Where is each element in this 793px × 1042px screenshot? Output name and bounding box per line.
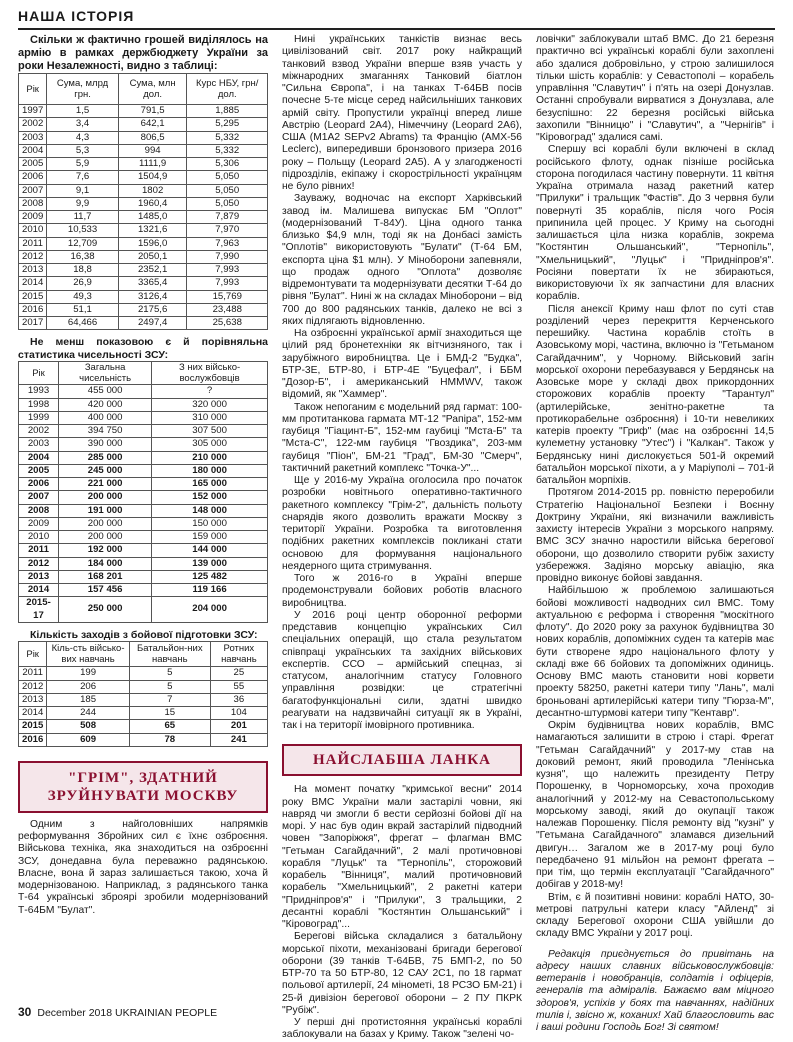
table-header-cell: Сума, млн дол. [118,74,187,105]
section-box-grim [18,761,268,813]
table-cell: 180 000 [152,464,268,477]
table-header-cell: З них військо-вослужбовців [152,362,268,385]
table-row [19,250,268,263]
table-row [19,197,268,210]
table-cell: 5,295 [187,118,268,131]
table-cell: 184 000 [59,557,152,570]
table-cell: 455 000 [59,385,152,398]
table-cell: 2013 [19,570,59,583]
table-row [19,451,268,464]
table-cell: 5,9 [47,158,118,171]
table-cell: 1999 [19,411,59,424]
paragraph: Також непоганим є модельний ряд гармат: 100-мм протитанкова гармата МТ-12 "Рапіра", 152-мм гаубиця "Гіацинт-Б", 152-мм гаубиці "Мста-Б" та "Мста-С", 122-мм гаубиця "Гвоздика", 203-мм гаубиця "Піон", БМ-21 "Град", БМ-30 "Смерч", тактичний ракетний комплекс "Точка-У"... [282,401,522,474]
table-cell: 420 000 [59,398,152,411]
table-row [19,277,268,290]
table-row [19,425,268,438]
table-cell: 307 500 [152,425,268,438]
table-header-cell: Кіль-сть військо-вих навчань [47,642,129,667]
table-cell: 310 000 [152,411,268,424]
table-cell: 2011 [19,544,59,557]
table-cell: 16,38 [47,250,118,263]
table-row [19,224,268,237]
table-cell: 2012 [19,557,59,570]
paragraph: У 2016 році центр оборонної реформи представив концепцію українських Сил спеціальних операцій, що стала результатом співпраці українських та західних військових експертів. ССО – армійський спецназ, зі статусом, аналогічним статусу Головного управління розвідки: це стратегічні багатофункціональні сили, здатні швидко реагувати на надзвичайні ситуації як в Україні, так і на території імовірного противника. [282,609,522,731]
table-cell: 2005 [19,158,47,171]
table-row [19,504,268,517]
table-cell: 78 [129,733,210,746]
table-cell: 15,769 [187,290,268,303]
table-cell: 5 [129,667,210,680]
table-cell: 2007 [19,491,59,504]
table-cell: 2015 [19,720,47,733]
table-cell: 9,1 [47,184,118,197]
table-cell: 5,306 [187,158,268,171]
table-cell: 36 [210,693,267,706]
table-row [19,478,268,491]
table-row [19,303,268,316]
paragraph: Окрім будівництва нових кораблів, ВМС намагаються залишити в строю і старі. Фрегат "Гетьман Сагайдачний" у 2017-му став на доковий ремонт, який проводила "Ленінська кузня", що належить президенту Петру Порошенку, в Чорноморську, хоча проходив аналогічний у 2012-му на Севастопольському морському заводі, який до окупації також належав Порошенку. Після ремонту від "кузні" у "Гетьмана Сагайдачного" зламався дизельний двигун… Загалом же в 2017-му році було передбачено 91 мільйон на ремонт фрегата – при тім, що термін експлуатації "Сагайдачного" добігав у 2018-му! [536,720,774,891]
table-cell: 994 [118,144,187,157]
table-row [19,237,268,250]
paragraph: Нині українських танкістів визнає весь цивілізований світ. 2017 року найкращий танковий взвод України вперше взяв участь у міжнародних змаганнях Танковий біатлон "Сильна Європа", і на танках Т-64БВ посів почесне 5-те місце серед найсильніших танкових армій світу. Пропустили українці вперед лише Австрію (Leopard 2A4), Німеччину (Leopard 2A6), США (M1A2 SEPv2 Abrams) та Францію (AMX-56 Leclerc), випередивши бронзового призера 2016 року – Польщу (Leopard 2A5). А у злагодженості підрозділів, екіпажу і скорострільності українцям не було рівних! [282,34,522,192]
table-row [19,733,268,746]
table-cell: 5,050 [187,171,268,184]
table-cell: 2016 [19,303,47,316]
table-cell: 25 [210,667,267,680]
table-cell: 245 000 [59,464,152,477]
table-cell: 2014 [19,707,47,720]
table-cell: 1596,0 [118,237,187,250]
table-cell: 144 000 [152,544,268,557]
table-cell: 7,993 [187,264,268,277]
table-cell: 2015-17 [19,597,59,623]
table-row [19,211,268,224]
table-cell: 2012 [19,680,47,693]
table-cell: 1504,9 [118,171,187,184]
table-cell: 7,970 [187,224,268,237]
table-row [19,597,268,623]
table-cell: 2010 [19,224,47,237]
table-row [19,707,268,720]
table-row [19,557,268,570]
table-row [19,290,268,303]
table-cell: 119 166 [152,584,268,597]
table-cell: 2015 [19,290,47,303]
paragraph: Одним з найголовніших напрямків реформування Збройних сил є їхнє озброєння. Військова техніка, яка знаходиться на озброєнні ЗСУ, донедавна була переважно радянською. Власне, вона й зараз залишається такою, хоча й модернізованою. Наприклад, з радянського танка Т-64 українські зброярі зробили модернізований Т-64БМ "Булат". [18,818,268,916]
table-cell: 5,332 [187,144,268,157]
table-cell: 2005 [19,464,59,477]
table-cell: 200 000 [59,517,152,530]
table-cell: 1111,9 [118,158,187,171]
table-row [19,184,268,197]
table-cell: 320 000 [152,398,268,411]
personnel-table [18,361,268,623]
table-cell: 2002 [19,425,59,438]
table-cell: 2013 [19,693,47,706]
table-cell: 4,3 [47,131,118,144]
table-cell: 2012 [19,250,47,263]
table-cell: 642,1 [118,118,187,131]
table-header-cell: Курс НБУ, грн/дол. [187,74,268,105]
table-cell: 1321,6 [118,224,187,237]
table-header-cell: Сума, млрд грн. [47,74,118,105]
table-cell: 2497,4 [118,317,187,330]
table-cell: 201 [210,720,267,733]
table-cell: 157 456 [59,584,152,597]
table-cell: 244 [47,707,129,720]
table-cell: 1,5 [47,105,118,118]
table-cell: 150 000 [152,517,268,530]
table-row [19,317,268,330]
table-cell: 191 000 [59,504,152,517]
table-cell: 3365,4 [118,277,187,290]
table-cell: 148 000 [152,504,268,517]
table-cell: 7,879 [187,211,268,224]
table-cell: 2009 [19,211,47,224]
table-cell: 2004 [19,451,59,464]
table-cell: 10,533 [47,224,118,237]
table-cell: 2014 [19,277,47,290]
table-row [19,720,268,733]
paragraph: Зауважу, водночас на експорт Харківський завод ім. Малишева випускає БМ "Оплот" (модернізований Т-84У). Ціна одного танка близько $4,9 млн, тоді як на Донбасі замість "Оплотів" використовують "Булати" (Т-64 БМ, експорта ціна $1 млн). У Міноборони запевняли, що продаж одного "Оплота" дозволяє відремонтувати та модернізувати десятки Т-64 до рівня "Булат". Нині ж на складах Міноборони – від 700 до 800 радянських танків, далеко не всі з яких підлягають відновленню. [282,193,522,327]
table-cell: 2003 [19,131,47,144]
table-cell: 200 000 [59,531,152,544]
table-row [19,438,268,451]
table-cell: 104 [210,707,267,720]
column-3 [536,34,774,1034]
training-intro: Кількість заходів з бойової підготовки ЗСУ: [30,628,258,641]
table-row [19,693,268,706]
table-row [19,584,268,597]
table-row [19,264,268,277]
table-cell: 1802 [118,184,187,197]
column-2 [282,34,522,1042]
table-cell: 3,4 [47,118,118,131]
table-cell: 285 000 [59,451,152,464]
table-cell: 165 000 [152,478,268,491]
table-cell: 185 [47,693,129,706]
budget-table [18,73,268,330]
table-cell: 2009 [19,517,59,530]
section-header-title: НАША ІСТОРІЯ [18,8,135,24]
table-cell: 23,488 [187,303,268,316]
table-cell: 139 000 [152,557,268,570]
paragraph: У перші дні протистояння українські кораблі заблокували на базах у Криму. Також "зелені чо- [282,1017,522,1041]
table-cell: 221 000 [59,478,152,491]
paragraph: Спершу всі кораблі були включені в склад російського флоту, однак пізніше російська сторона погодилася частину повернути. 11 квітня Україна отримала назад ракетний катер "Прилуки" і тральщик "Фастів". До 3 червня були повернуті 35 кораблів, після чого Росія припинила цей процес. У Криму на сьогодні залишається ціла низка кораблів, зокрема "Костянтин Ольшанський", "Тернопіль", "Хмельницький", "Луцьк" і "Придніпров'я". Росіяни повертати їх не збираються, використовуючи їх як запчастини для власних кораблів. [536,144,774,303]
table-cell: 49,3 [47,290,118,303]
table-cell: 2010 [19,531,59,544]
table-cell: 7,963 [187,237,268,250]
table-header-cell: Рік [19,74,47,105]
table-row [19,171,268,184]
page-header [18,6,775,30]
training-table [18,641,268,747]
table-cell: 806,5 [118,131,187,144]
table-cell: 125 482 [152,570,268,583]
table-cell: 2352,1 [118,264,187,277]
table-cell: 204 000 [152,597,268,623]
section-title-weakest: НАЙСЛАБША ЛАНКА [313,752,491,769]
table-cell: 64,466 [47,317,118,330]
table-cell: 1,885 [187,105,268,118]
table-cell: 390 000 [59,438,152,451]
table-cell: 2011 [19,237,47,250]
table-header-cell: Ротних навчань [210,642,267,667]
table-cell: 1998 [19,398,59,411]
table-row [19,105,268,118]
table-cell: 1993 [19,385,59,398]
table-row [19,158,268,171]
page-number: 30 [18,1005,32,1019]
table-cell: 2014 [19,584,59,597]
table-row [19,531,268,544]
paragraph: ловічки" заблокували штаб ВМС. До 21 березня практично всі українські кораблі були захоплені або здалися добровільно, у строю залишилося тільки шість кораблів: у Севастополі – корабель управління "Славутич" і п'ять на озері Донузлав. Останні спробували вирватися з Донузлава, але безуспішно: 22 березня російські війська захопили "Вінницю" і "Славутич", а "Чернігів" і "Кіровоград" здалися самі. [536,34,774,143]
table-cell: 2050,1 [118,250,187,263]
table-cell: 5,332 [187,131,268,144]
table-cell: 206 [47,680,129,693]
table-cell: 18,8 [47,264,118,277]
table-row [19,544,268,557]
table-cell: 7,993 [187,277,268,290]
table-header-cell: Рік [19,362,59,385]
table-cell: 2013 [19,264,47,277]
table-cell: 2008 [19,197,47,210]
table-row [19,398,268,411]
paragraph: Втім, є й позитивні новини: кораблі НАТО, 30-метрові патрульні катери класу "Айленд" зі складу Берегової охорони США увійшли до складу ВМС України у 2017 році. [536,891,774,940]
budget-intro: Скільки ж фактично грошей виділялось на армію в рамках держбюджету України за роки Незалежності, видно з таблиці: [18,34,268,72]
table-cell: 3126,4 [118,290,187,303]
table-cell: 508 [47,720,129,733]
table-cell: 1997 [19,105,47,118]
table-cell: 2006 [19,478,59,491]
section-title-grim: "ГРІМ", ЗДАТНИЙ ЗРУЙНУВАТИ МОСКВУ [47,769,239,804]
table-cell: 1485,0 [118,211,187,224]
table-cell: 1960,4 [118,197,187,210]
table-cell: 15 [129,707,210,720]
table-cell: 250 000 [59,597,152,623]
table-row [19,118,268,131]
table-cell: 152 000 [152,491,268,504]
paragraph: На озброєнні української армії знаходиться ще цілий ряд бронетехніки як вітчизняного, так і зарубіжного виробництва. Це і БМД-2 "Будка", БТР-3Е, БТР-80, і БТР-4Е "Буцефал", і ББМ "Дозор-Б", і американський HMMWV, також відомий, як "Хаммер". [282,328,522,401]
table-cell: 210 000 [152,451,268,464]
table-cell: 2016 [19,733,47,746]
table-cell: 5,050 [187,184,268,197]
table-header-cell: Рік [19,642,47,667]
paragraph: Ще у 2016-му Україна оголосила про початок розробки новітнього оперативно-тактичного ракетного комплексу "Грім-2", дальність польоту снарядів якого дозволить вражати Москву з території України. Розробка та виготовлення подібних ракетних комплексів покликані стати основою для формування національного неядерного щита стримування. [282,475,522,572]
paragraph: На момент початку "кримської весни" 2014 року ВМС України мали застарілі човни, які навряд чи змогли б вести серйозні бойові дії на морі. У нас був один вкрай застарілий підводний човен "Запоріжжя", фрегат – флагман ВМС "Гетьман Сагайдачний", 2 малі протичовнові корабля "Луцьк" та "Тернопіль", сторожовий корабель "Вінниця", малий протичовновий корабель "Хмельницький", 2 ракетні катери "Придніпров'я" і "Прилуки", 3 тральщики, 2 десантні кораблі "Костянтин Ольшанський" і "Кіровоград"... [282,784,522,930]
column-1 [18,34,268,917]
table-cell: 305 000 [152,438,268,451]
table-cell: 7 [129,693,210,706]
table-cell: 241 [210,733,267,746]
table-cell: 168 201 [59,570,152,583]
personnel-intro: Не менш показовою є й порівняльна статистика чисельності ЗСУ: [18,336,268,361]
table-cell: 2008 [19,504,59,517]
table-row [19,667,268,680]
table-cell: 199 [47,667,129,680]
table-cell: 5 [129,680,210,693]
table-cell: 5,050 [187,197,268,210]
table-cell: 12,709 [47,237,118,250]
table-cell: 25,638 [187,317,268,330]
table-cell: 159 000 [152,531,268,544]
table-cell: 9,9 [47,197,118,210]
table-row [19,411,268,424]
table-header-cell: Батальйон-них навчань [129,642,210,667]
table-row [19,131,268,144]
table-row [19,144,268,157]
table-cell: 200 000 [59,491,152,504]
editor-note: Редакція приєднується до привітань на адресу наших славних військовослужбовців: ветеранів і новобранців, солдатів і офіцерів, генералів та адміралів. Бажаємо вам міцного здоров'я, успіхів у боях та навчаннях, надійних тилів і, звісно ж, коханих! Хай благословить вас і ваші родини Господь Бог! Зі святом! [536,948,774,1033]
table-cell: 791,5 [118,105,187,118]
table-cell: 2175,6 [118,303,187,316]
table-cell: 2002 [19,118,47,131]
section-box-weakest [282,744,522,776]
table-cell: 51,1 [47,303,118,316]
table-cell: 2017 [19,317,47,330]
table-cell: 5,3 [47,144,118,157]
table-cell: 2006 [19,171,47,184]
table-cell: 2003 [19,438,59,451]
table-cell: 192 000 [59,544,152,557]
table-cell: 2004 [19,144,47,157]
table-cell: 55 [210,680,267,693]
paragraph: Того ж 2016-го в Україні вперше продемонстрували бойових роботів власного виробництва. [282,573,522,609]
page-footer [18,1005,217,1019]
table-row [19,517,268,530]
table-cell: 394 750 [59,425,152,438]
table-row [19,385,268,398]
table-cell: 65 [129,720,210,733]
paragraph: Після анексії Криму наш флот по суті став розділений через перекриття Керченського перешийку. Частина кораблів стоїть в Азовському морі, частина, включно із "Гетьманом Сагайдачним", у Чорному. Військовий загін морської охорони перебазувався у Бердянськ на Азовське море у складі двох прикордонних сторожових кораблів проекту "Тарантул" (артилерійське, зенітно-ракетне та протикорабельне озброєння) і 10-ти невеликих катерів проекту "Гриф" (має на озброєнні 14,5 кулеметну установку "Утес") і "Калкан". Також у Бердянську нині дислокується 501-й окремий батальйон морської піхоти, а у Маріуполі – 701-й батальйон морпіхів. [536,303,774,486]
table-cell: 2011 [19,667,47,680]
table-cell: 7,990 [187,250,268,263]
table-cell: ? [152,385,268,398]
table-cell: 7,6 [47,171,118,184]
table-row [19,680,268,693]
table-row [19,491,268,504]
paragraph: Протягом 2014-2015 рр. повністю переробили Стратегію Національної Безпеки і Воєнну Доктрину України, які визначили важливість захисту інтересів України з морського напряму. ВМС ЗСУ значно наростили військa берегової оборони, що дозволило створити рубіж захисту узбережжя. Задіяно морську авіацію, яка провідно виконує бойові завдання. [536,487,774,584]
table-cell: 400 000 [59,411,152,424]
table-cell: 26,9 [47,277,118,290]
paragraph: Найбільшою ж проблемою залишаються бойові можливості надводних сил ВМС. Тому актуальною є реформа і створення "москітного флоту". До 2020 року за рахунок будівництва 30 нових кораблів, допоміжних суден та катерів має бути створене ядро національного флоту у складі вже 66 бойових та допоміжних одиниць. Основу ВМС мають становити нові корвети проекту 58250, ракетні катери типу "Лань", малі броньовані артилерійські катери типу "Гюрза-М", десантно-штурмові катери типу "Кентавр". [536,585,774,719]
issue-label: December 2018 UKRAINIAN PEOPLE [37,1007,218,1019]
table-row [19,464,268,477]
table-cell: 11,7 [47,211,118,224]
table-cell: 2007 [19,184,47,197]
paragraph: Берегові війська складалися з батальйону морської піхоти, механізовані бригади берегової оборони (39 танків Т-64БВ, 75 БМП-2, по 50 БТР-70 та 50 БТР-80, 12 САУ 2С1, по 18 гармат польової артилерії, 24 мінометі, 18 РСЗО БМ-21) і 25-й дивізіон берегової оборони – 2 ПУ ПКРК "Рубіж". [282,931,522,1016]
table-row [19,570,268,583]
table-header-cell: Загальна чисельність [59,362,152,385]
table-cell: 609 [47,733,129,746]
